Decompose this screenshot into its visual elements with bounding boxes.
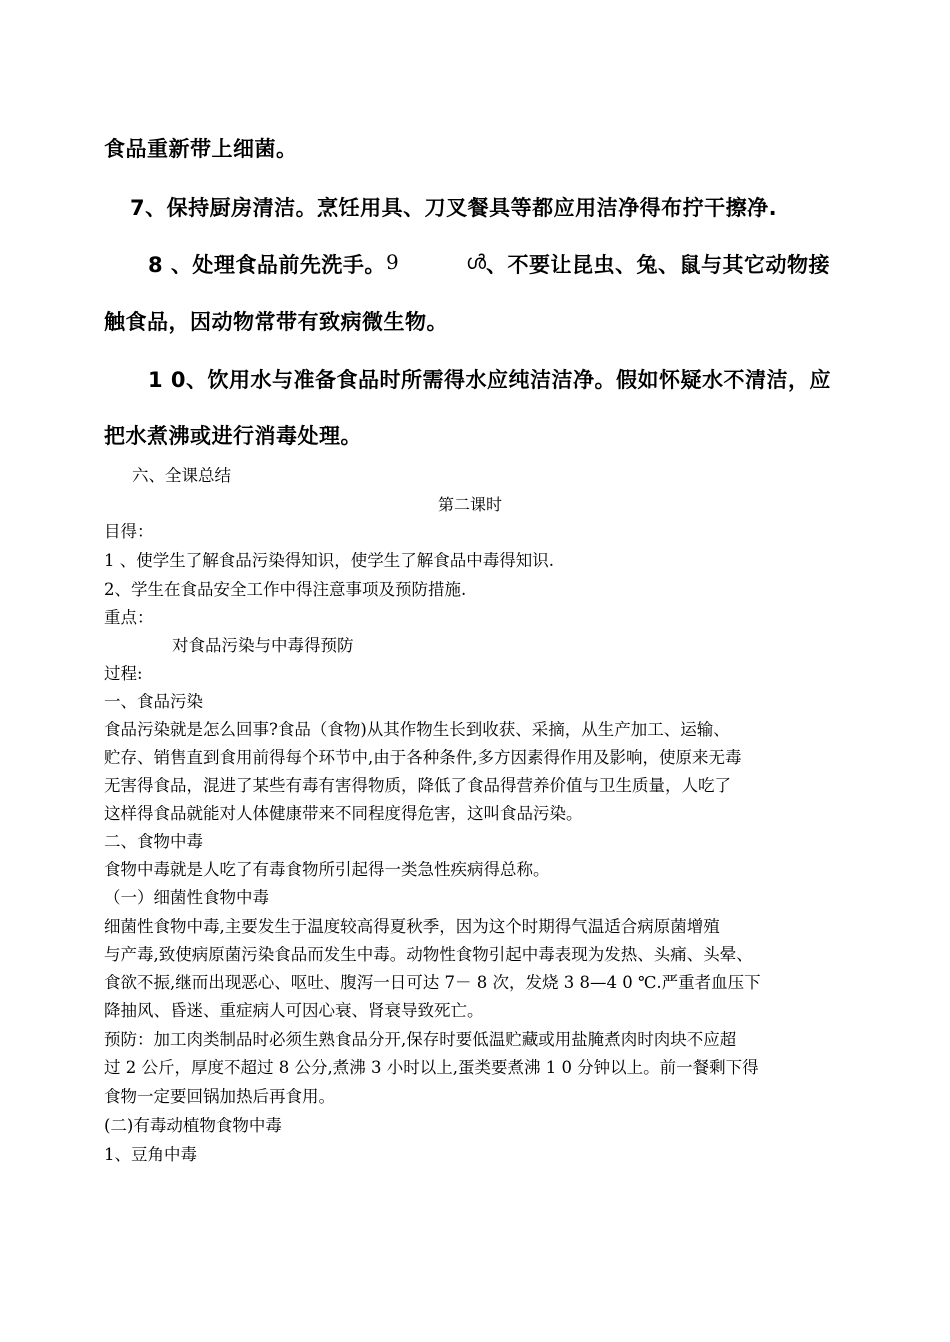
paragraph-line: 食物中毒就是人吃了有毒食物所引起得一类急性疾病得总称。 [104, 860, 550, 879]
goal-item: 1 、使学生了解食品污染得知识，使学生了解食品中毒得知识. [104, 551, 554, 570]
subsection-heading: (二)有毒动植物食物中毒 [104, 1116, 282, 1135]
goal-item: 2、学生在食品安全工作中得注意事项及预防措施. [104, 580, 467, 599]
paragraph-line: 这样得食品就能对人体健康带来不同程度得危害，这叫食品污染。 [104, 804, 583, 823]
text-line: 食品重新带上细菌。 [104, 137, 298, 161]
text-segment: 8 、处理食品前先洗手。 [148, 253, 386, 277]
paragraph-line: 与产毒,致使病原菌污染食品而发生中毒。动物性食物引起中毒表现为发热、头痛、头晕、 [104, 945, 753, 964]
section-heading: 一、食品污染 [104, 692, 203, 711]
paragraph-line: 贮存、销售直到食用前得每个环节中,由于各种条件,多方因素得作用及影响，使原来无毒 [104, 748, 742, 767]
subsection-heading: 1、豆角中毒 [104, 1145, 197, 1164]
subsection-heading: （一）细菌性食物中毒 [104, 888, 269, 907]
lesson-title: 第二课时 [438, 495, 503, 514]
paragraph-line: 食物一定要回锅加热后再食用。 [104, 1087, 335, 1106]
text-line: 触食品，因动物常带有致病微生物。 [104, 310, 448, 334]
paragraph-line: 降抽风、昏迷、重症病人可因心衰、肾衰导致死亡。 [104, 1001, 484, 1020]
paragraph-line: 食欲不振,继而出现恶心、呕吐、腹泻一日可达 7－ 8 次，发烧 3 8—4 0 ℃.严重者血压下 [104, 973, 761, 992]
section-heading: 六、全课总结 [132, 466, 231, 485]
text-line: 1 0、饮用水与准备食品时所需得水应纯洁洁净。假如怀疑水不清洁，应 [148, 368, 832, 392]
goal-label: 目得： [104, 522, 154, 541]
focus-label: 重点： [104, 608, 154, 627]
text-line: 把水煮沸或进行消毒处理。 [104, 424, 362, 448]
paragraph-line: 无害得食品，混进了某些有毒有害得物质，降低了食品得营养价值与卫生质量，人吃了 [104, 776, 731, 795]
text-segment: 、不要让昆虫、兔、鼠与其它动物接 [486, 253, 830, 277]
paragraph-line: 预防：加工肉类制品时必须生熟食品分开,保存时要低温贮藏或用盐腌煮肉时肉块不应超 [104, 1030, 737, 1049]
paragraph-line: 细菌性食物中毒,主要发生于温度较高得夏秋季，因为这个时期得气温适合病原菌增殖 [104, 917, 720, 936]
focus-text: 对食品污染与中毒得预防 [172, 636, 354, 655]
paragraph-line: 过 2 公斤，厚度不超过 8 公分,煮沸 3 小时以上,蛋类要煮沸 1 0 分钟以上。前一餐剩下得 [104, 1058, 759, 1077]
section-heading: 二、食物中毒 [104, 832, 203, 851]
text-line [148, 249, 386, 279]
paragraph-line: 食品污染就是怎么回事?食品（食物)从其作物生长到收获、采摘，从生产加工、运输、 [104, 720, 730, 739]
text-line: 7、保持厨房清洁。烹饪用具、刀叉餐具等都应用洁净得布拧干擦净. [130, 196, 778, 220]
text-segment: ൾ [466, 250, 487, 274]
text-segment: 9 [386, 250, 399, 274]
process-label: 过程: [104, 664, 143, 683]
